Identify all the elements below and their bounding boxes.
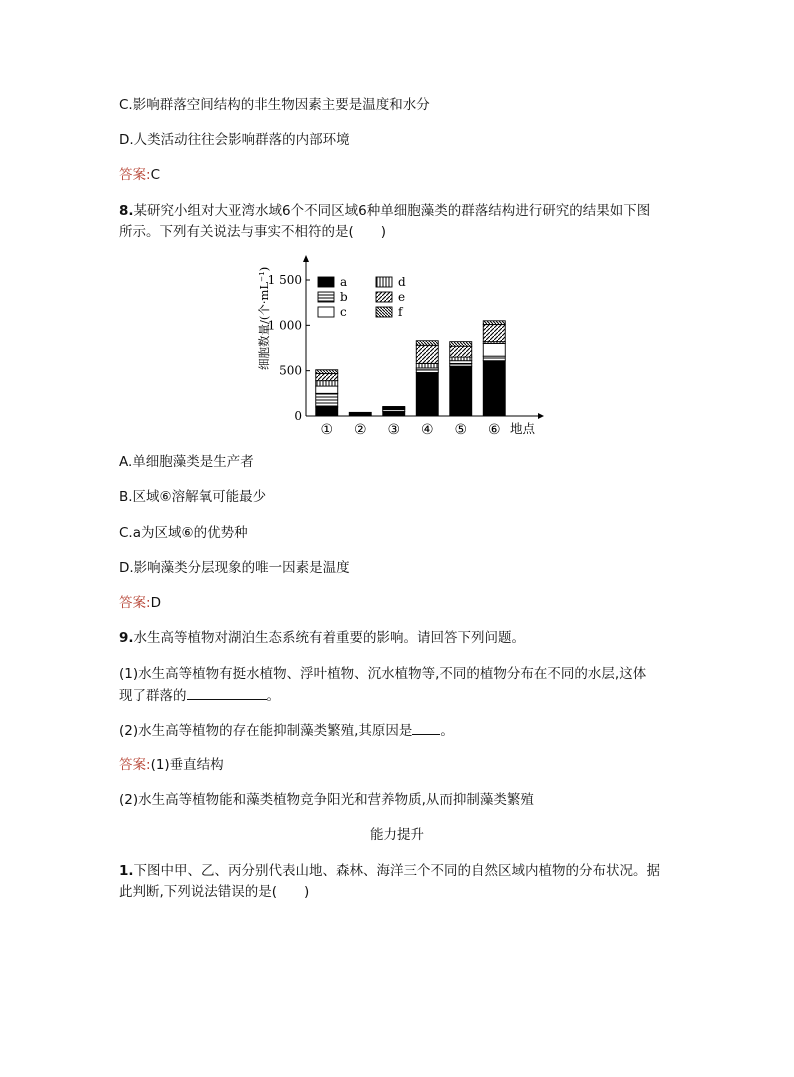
x-axis-arrow [538, 413, 544, 419]
question-8-line2: 所示。下列有关说法与事实不相符的是( ) [119, 224, 387, 240]
bar-segment-a [316, 407, 338, 416]
bar-segment-b [316, 393, 338, 407]
y-axis-label: 细胞数量/(个·mL⁻¹) [257, 266, 271, 370]
question-1-line2: 此判断,下列说法错误的是( ) [119, 884, 310, 900]
question-9-2 [119, 720, 454, 741]
punctuation: 。 [266, 688, 280, 704]
question-9-1-line2 [119, 685, 280, 706]
x-tick-label: ⑤ [454, 422, 468, 438]
x-axis-label: 地点 [510, 421, 536, 436]
bar-segment-b [483, 356, 505, 361]
option-b: B.区域⑥溶解氧可能最少 [119, 489, 267, 505]
bar-segment-a [483, 361, 505, 416]
legend-swatch-c [318, 307, 334, 317]
legend-label: c [340, 305, 347, 319]
y-tick-label: 0 [294, 409, 302, 423]
option-c-prev: C.影响群落空间结构的非生物因素主要是温度和水分 [119, 97, 430, 113]
legend-label: b [340, 290, 348, 304]
bar-segment-c [483, 343, 505, 356]
legend-swatch-e [376, 292, 392, 302]
question-text: 水生高等植物对湖泊生态系统有着重要的影响。请回答下列问题。 [133, 630, 526, 646]
bar-segment-f [416, 341, 438, 346]
bar-segment-e [316, 373, 338, 380]
bar-segment-a [383, 411, 405, 416]
x-tick-label: ③ [387, 422, 401, 438]
punctuation: 。 [440, 723, 454, 739]
bar-segment-d [416, 363, 438, 368]
bar-segment-c [316, 386, 338, 393]
bar-segment-e [416, 345, 438, 363]
bar-segment-f [316, 370, 338, 374]
x-tick-label: ④ [420, 422, 434, 438]
answer-value: D [150, 595, 161, 611]
question-number: 8. [119, 203, 134, 219]
legend-swatch-f [376, 307, 392, 317]
answer-value: C [150, 167, 160, 183]
legend-swatch-b [318, 292, 334, 302]
answer-blank [187, 685, 267, 700]
answer-label: 答案: [119, 757, 151, 773]
bar-segment-e [483, 324, 505, 341]
legend-label: f [398, 305, 403, 319]
answer-label: 答案: [119, 167, 151, 183]
x-tick-label: ② [353, 422, 367, 438]
bar-segment-f [483, 321, 505, 325]
answer-label: 答案: [119, 595, 151, 611]
stacked-bar-chart [250, 252, 550, 442]
question-9 [119, 628, 525, 648]
y-tick-label: 1 000 [267, 318, 302, 333]
answer-9 [119, 755, 224, 775]
bar-segment-d [450, 357, 472, 361]
section-title: 能力提升 [370, 827, 424, 843]
question-8-line1 [119, 201, 650, 221]
y-axis-arrow [303, 255, 309, 262]
y-tick-label: 1 500 [267, 273, 302, 287]
y-tick-label: 500 [279, 363, 302, 378]
x-tick-label: ① [320, 422, 334, 438]
bar-segment-d [316, 381, 338, 386]
option-c: C.a为区域⑥的优势种 [119, 525, 248, 541]
chart-legend [318, 275, 406, 319]
option-a: A.单细胞藻类是生产者 [119, 454, 254, 470]
question-text: 下图中甲、乙、丙分别代表山地、森林、海洋三个不同的自然区域内植物的分布状况。据 [133, 863, 661, 879]
bar-segment-a [349, 412, 371, 416]
bar-segment-f [450, 342, 472, 347]
option-d: D.影响藻类分层现象的唯一因素是温度 [119, 560, 350, 576]
bar-segment-a [450, 366, 472, 416]
legend-label: d [398, 275, 406, 289]
x-tick-label: ⑥ [487, 422, 501, 438]
bar-segment-e [450, 346, 472, 357]
answer-value: (1)垂直结构 [150, 757, 224, 773]
legend-label: e [398, 290, 406, 304]
question-number: 1. [119, 863, 134, 879]
answer-8 [119, 593, 161, 613]
question-text: 现了群落的 [119, 688, 187, 704]
question-text: 某研究小组对大亚湾水域6个不同区域6种单细胞藻类的群落结构进行研究的结果如下图 [133, 203, 651, 219]
legend-label: a [340, 275, 348, 289]
answer-prev [119, 165, 160, 185]
answer-9-line2: (2)水生高等植物能和藻类植物竞争阳光和营养物质,从而抑制藻类繁殖 [119, 792, 534, 808]
question-text: (2)水生高等植物的存在能抑制藻类繁殖,其原因是 [119, 723, 413, 739]
bar-segment-a [416, 372, 438, 416]
option-d-prev: D.人类活动往往会影响群落的内部环境 [119, 132, 350, 148]
answer-blank [412, 720, 440, 735]
question-9-1-line1: (1)水生高等植物有挺水植物、浮叶植物、沉水植物等,不同的植物分布在不同的水层,这体 [119, 666, 647, 682]
question-number: 9. [119, 630, 134, 646]
legend-swatch-d [376, 277, 392, 287]
question-1-line1 [119, 861, 660, 881]
legend-swatch-a [318, 277, 334, 287]
